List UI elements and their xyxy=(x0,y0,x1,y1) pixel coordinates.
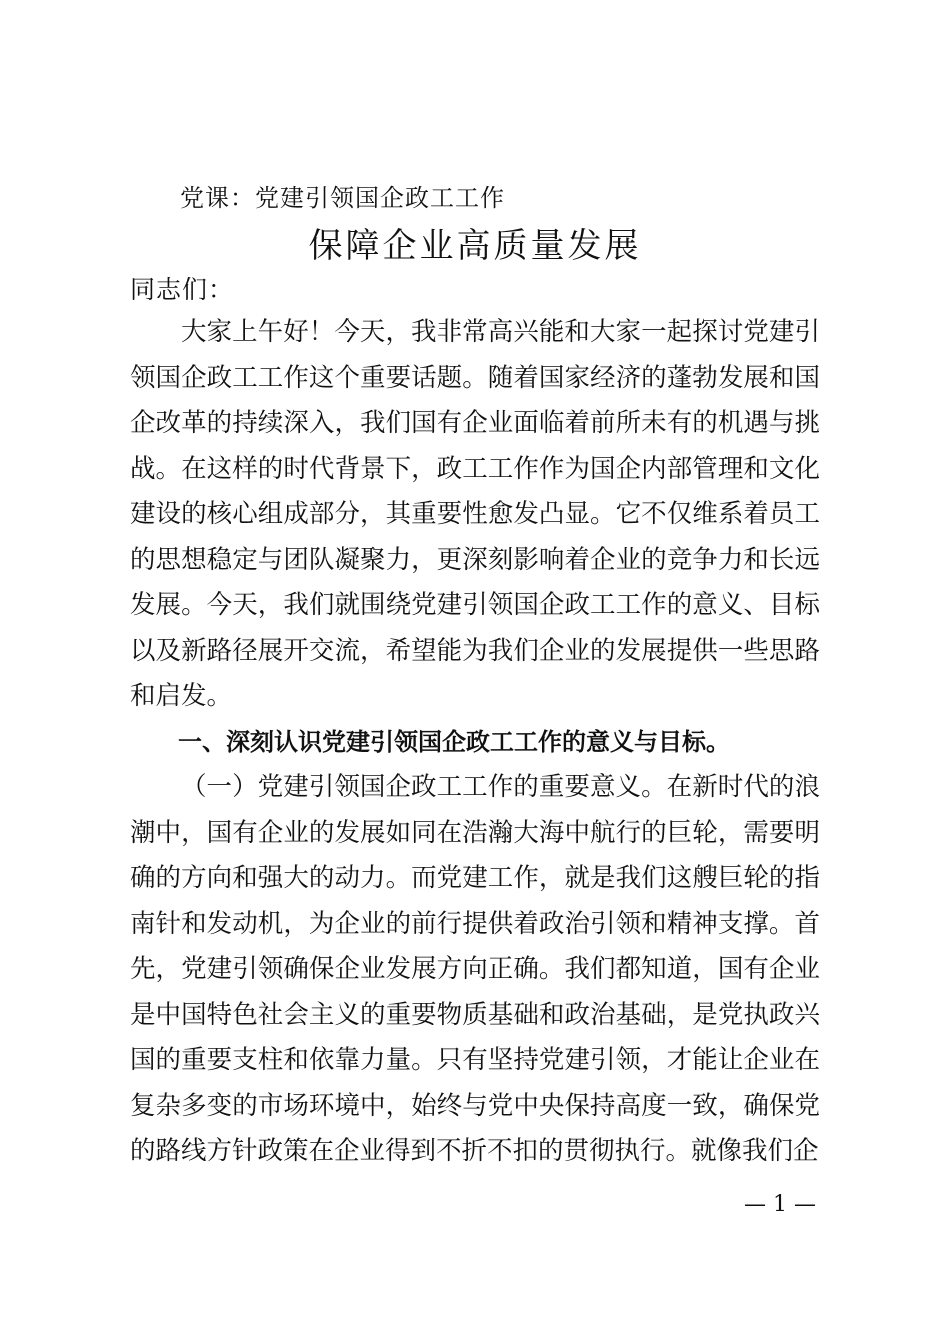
salutation: 同志们： xyxy=(130,275,235,304)
page-number: — 1 — xyxy=(744,1192,816,1217)
subsection-lead: （一）党建引领国企政工工作的重要意义。 xyxy=(181,772,667,802)
subsection-text: 在新时代的浪潮中，国有企业的发展如同在浩瀚大海中航行的巨轮，需要明确的方向和强大的动力。而党建工作，就是我们这艘巨轮的指南针和发动机，为企业的前行提供着政治引领和精神支撑。首先，党建引领确保企业发展方向正确。我们都知道，国有企业是中国特色社会主义的重要物质基础和政治基础，是党执政兴国的重要支柱和依靠力量。只有坚持党建引领，才能让企业在复杂多变的市场环境中，始终与党中央保持高度一致，确保党的路线方针政策在企业得到不折不扣的贯彻执行。就像我们企 xyxy=(130,772,820,1166)
section-paragraph xyxy=(130,765,820,1175)
document-title: 保障企业高质量发展 xyxy=(308,226,642,266)
section-heading: 一、深刻认识党建引领国企政工工作的意义与目标。 xyxy=(178,727,730,756)
document-body xyxy=(130,310,820,1175)
document-subtitle: 党课：党建引领国企政工工作 xyxy=(180,184,505,212)
intro-paragraph: 大家上午好！今天，我非常高兴能和大家一起探讨党建引领国企政工工作这个重要话题。随着国家经济的蓬勃发展和国企改革的持续深入，我们国有企业面临着前所未有的机遇与挑战。在这样的时代背景下，政工工作作为国企内部管理和文化建设的核心组成部分，其重要性愈发凸显。它不仅维系着员工的思想稳定与团队凝聚力，更深刻影响着企业的竞争力和长远发展。今天，我们就围绕党建引领国企政工工作的意义、目标以及新路径展开交流，希望能为我们企业的发展提供一些思路和启发。 xyxy=(130,317,820,711)
